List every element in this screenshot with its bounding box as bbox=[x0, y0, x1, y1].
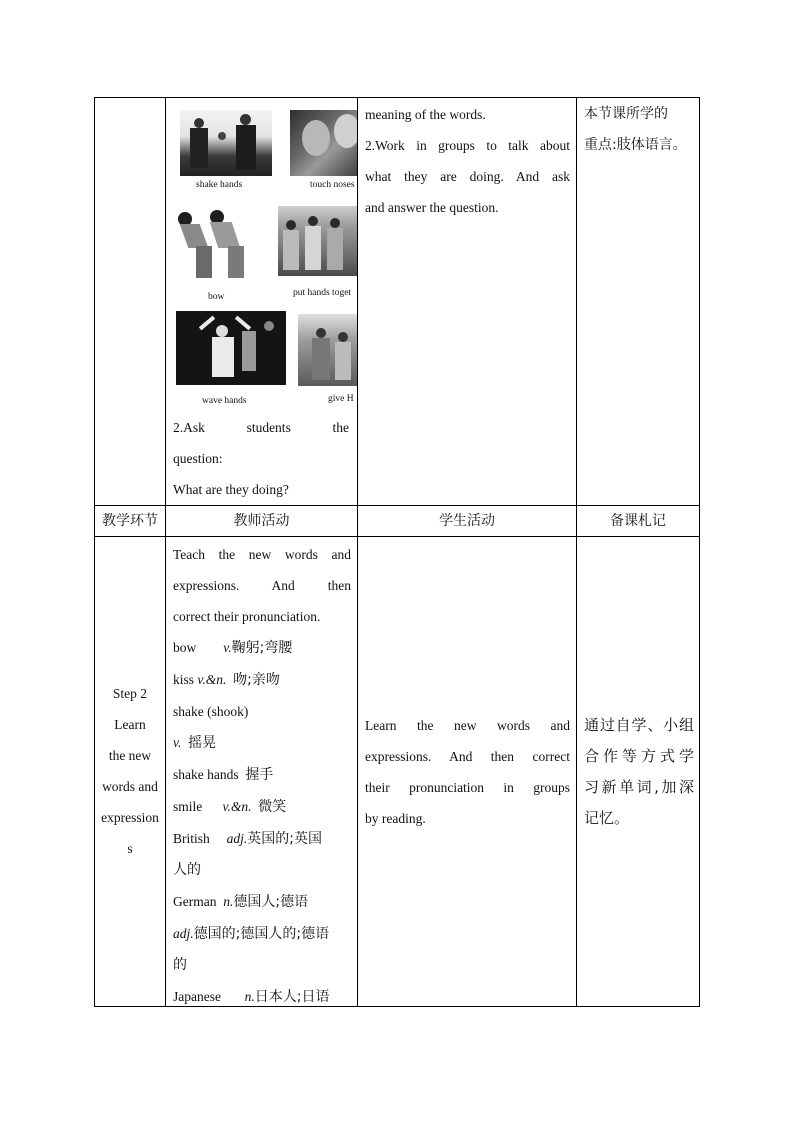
vocab-japanese bbox=[173, 981, 351, 1006]
step-line: words and bbox=[102, 779, 158, 794]
vocab-british-cont: 人的 bbox=[173, 862, 201, 878]
bow-photo bbox=[174, 210, 252, 280]
vocab-word: German bbox=[173, 894, 217, 909]
student-text-line: by reading. bbox=[365, 811, 426, 826]
header-student-activity: 学生活动 bbox=[439, 513, 495, 529]
notes-line: 习新单词,加深 bbox=[584, 778, 694, 796]
photo-caption: give H bbox=[328, 394, 354, 404]
notes-line: 通过自学、小组 bbox=[584, 716, 694, 734]
vocab-shake-hands bbox=[173, 759, 351, 791]
shake-hands-photo bbox=[180, 110, 272, 176]
step-line: the new bbox=[108, 748, 152, 763]
header-notes: 备课札记 bbox=[610, 513, 666, 529]
student-text-line: what they are doing. And ask bbox=[365, 169, 570, 184]
vocab-word: shake (shook) bbox=[173, 704, 249, 719]
vocab-def: 握手 bbox=[245, 767, 274, 783]
student-learn-cell bbox=[365, 710, 570, 834]
student-text-line: expressions. And then correct bbox=[365, 749, 570, 764]
header-teaching-step: 教学环节 bbox=[102, 513, 158, 529]
vocab-def: 摇晃 bbox=[188, 735, 217, 751]
vocab-word: Japanese bbox=[173, 989, 221, 1004]
student-text-line: 2.Work in groups to talk about bbox=[365, 138, 570, 153]
teacher-text-line: correct their pronunciation. bbox=[173, 609, 321, 624]
vocab-german bbox=[173, 886, 351, 918]
vocab-british bbox=[173, 823, 351, 855]
vocab-german-cont: 的 bbox=[173, 957, 187, 973]
vocab-pos: v. bbox=[173, 735, 182, 750]
photo-caption: put hands toget bbox=[293, 288, 352, 298]
vocab-word: bow bbox=[173, 640, 197, 655]
vocab-shake bbox=[173, 696, 351, 727]
vocab-pos: adj. bbox=[173, 926, 194, 941]
touch-noses-photo bbox=[290, 110, 357, 176]
photo-caption: bow bbox=[208, 292, 225, 302]
vocab-def: 英国的;英国 bbox=[247, 831, 322, 847]
student-text-line: their pronunciation in groups bbox=[365, 780, 570, 795]
give-photo bbox=[298, 314, 357, 386]
teacher-text-line: expressions. And then bbox=[173, 578, 351, 593]
vocab-pos: v. bbox=[223, 640, 232, 655]
photo-caption: wave hands bbox=[202, 396, 247, 406]
step-line: expression bbox=[101, 810, 159, 825]
notes-line: 合作等方式学 bbox=[584, 747, 694, 765]
student-activity-cell bbox=[365, 99, 570, 223]
step-line: Learn bbox=[114, 717, 146, 732]
student-text-line: Learn the new words and bbox=[365, 718, 570, 733]
wave-hands-photo bbox=[176, 311, 286, 385]
teacher-vocab-cell bbox=[173, 539, 351, 1006]
vocab-pos: v.&n. bbox=[222, 799, 252, 814]
step-line: Step 2 bbox=[112, 686, 148, 701]
vocab-def: 吻;亲吻 bbox=[233, 672, 280, 688]
vocab-def: 微笑 bbox=[258, 799, 287, 815]
notes-cell bbox=[584, 99, 694, 161]
vocab-def: 鞠躬;弯腰 bbox=[231, 640, 293, 656]
vocab-def: 德国的;德国人的;德语 bbox=[193, 926, 330, 942]
teacher-question-line: 2.Ask students the bbox=[173, 420, 349, 435]
lesson-table bbox=[94, 97, 700, 1007]
vocab-word: British bbox=[173, 831, 210, 846]
vocab-pos: v.&n. bbox=[197, 672, 227, 687]
column-divider bbox=[357, 98, 358, 1006]
teacher-question-line: question: bbox=[173, 451, 223, 466]
vocab-shake-def bbox=[173, 727, 351, 759]
step-line: s bbox=[127, 841, 133, 856]
teacher-activity-cell bbox=[166, 98, 357, 505]
notes-line: 本节课所学的 bbox=[584, 106, 668, 122]
teacher-question-line: What are they doing? bbox=[173, 482, 289, 497]
student-text-line: and answer the question. bbox=[365, 200, 499, 215]
notes-line: 记忆。 bbox=[584, 809, 630, 827]
vocab-kiss bbox=[173, 664, 351, 696]
vocab-word: shake hands bbox=[173, 767, 239, 782]
notes-learn-cell bbox=[584, 710, 694, 834]
photo-caption: shake hands bbox=[196, 180, 243, 190]
photo-caption: touch noses bbox=[310, 180, 355, 190]
step-cell bbox=[95, 678, 165, 864]
column-divider bbox=[576, 98, 577, 1006]
vocab-def: 日本人;日语 bbox=[254, 989, 330, 1005]
vocab-bow bbox=[173, 632, 351, 664]
vocab-pos: n. bbox=[223, 894, 234, 909]
vocab-def: 德国人;德语 bbox=[233, 894, 309, 910]
vocab-german-adj bbox=[173, 918, 351, 950]
header-teacher-activity: 教师活动 bbox=[233, 513, 290, 529]
teacher-text-line: Teach the new words and bbox=[173, 547, 351, 562]
vocab-smile bbox=[173, 791, 351, 823]
vocab-word: kiss bbox=[173, 672, 195, 687]
put-hands-together-photo bbox=[278, 206, 357, 276]
vocab-pos: adj. bbox=[226, 831, 248, 846]
vocab-word: smile bbox=[173, 799, 203, 814]
vocab-pos: n. bbox=[244, 989, 255, 1004]
student-text-line: meaning of the words. bbox=[365, 107, 486, 122]
notes-line: 重点:肢体语言。 bbox=[584, 137, 687, 153]
